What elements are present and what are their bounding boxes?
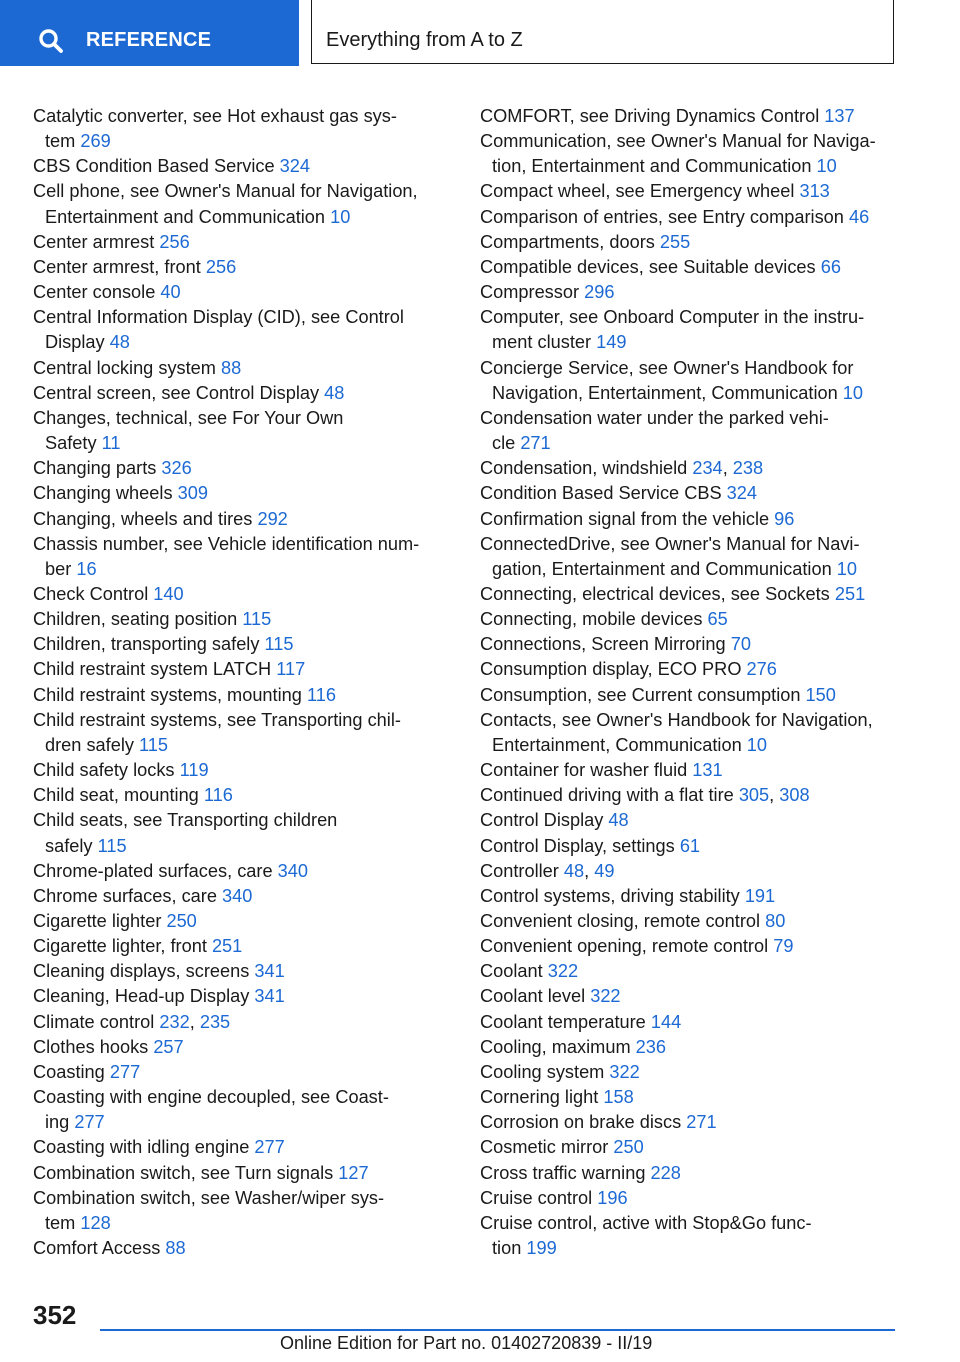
index-entry: Controller 48, 49 (480, 860, 615, 881)
entry-text: Corrosion on brake discs (480, 1112, 687, 1133)
entry-text: Coasting with idling engine (33, 1137, 255, 1158)
index-entry (480, 255, 900, 280)
page-link[interactable]: 65 (707, 609, 728, 630)
page-link[interactable]: 88 (221, 357, 242, 378)
entry-text: Coasting with engine decoupled, see Coast- (33, 1087, 389, 1108)
entry-text: Computer, see Onboard Computer in the instru- (480, 307, 865, 328)
page-link[interactable]: 256 (159, 231, 190, 252)
index-entry (480, 1161, 900, 1186)
page-link[interactable]: 116 (203, 785, 233, 806)
entry-text: Center armrest, front (33, 256, 206, 277)
index-entry (480, 305, 900, 355)
entry-text: Cruise control (480, 1187, 598, 1208)
page-link[interactable]: 324 (726, 483, 758, 504)
index-entry (33, 230, 453, 255)
index-entry (480, 607, 900, 632)
page-link[interactable]: 251 (834, 583, 866, 604)
page-link[interactable]: 277 (74, 1112, 105, 1133)
index-entry (33, 884, 453, 909)
index-entry (33, 808, 453, 858)
page-link[interactable]: 150 (805, 684, 836, 705)
entry-text: Coasting (33, 1061, 110, 1082)
entry-text: Central screen, see Control Display (33, 382, 325, 403)
entry-text: Center armrest (33, 231, 160, 252)
page-link[interactable]: 276 (746, 659, 777, 680)
entry-text: Child seats, see Transporting children (33, 810, 338, 831)
entry-text: Coolant (480, 961, 548, 982)
entry-text: Entertainment, Communication (492, 734, 747, 755)
entry-text: tion, Entertainment and Communication (492, 156, 817, 177)
index-entry (480, 507, 900, 532)
entry-text: Connecting, mobile devices (480, 609, 708, 630)
index-entry (33, 1135, 453, 1160)
index-entry: Climate control 232, 235 (33, 1011, 231, 1032)
index-entry: Continued driving with a flat tire 305, 308 (480, 785, 810, 806)
entry-text: Control Display, settings (480, 835, 680, 856)
index-entry (33, 381, 453, 406)
entry-text: safely (45, 835, 98, 856)
page-link[interactable]: 199 (526, 1238, 557, 1259)
entry-text: Compatible devices, see Suitable devices (480, 256, 821, 277)
entry-text: Safety (45, 433, 102, 454)
page-link[interactable]: 46 (848, 206, 870, 227)
page-link[interactable]: 144 (650, 1011, 682, 1032)
entry-text: Clothes hooks (33, 1036, 154, 1057)
index-entry (33, 859, 453, 884)
index-entry (480, 834, 900, 859)
entry-text: ment cluster (492, 332, 597, 353)
entry-text: Container for washer fluid (480, 760, 693, 781)
entry-text: Changing, wheels and tires (33, 508, 258, 529)
entry-text: Chrome-plated surfaces, care (33, 860, 278, 881)
index-entry (480, 356, 900, 406)
index-entry (480, 481, 900, 506)
entry-text: Convenient closing, remote control (480, 911, 766, 931)
page-link[interactable]: 191 (744, 885, 776, 906)
page-link[interactable]: 137 (824, 106, 855, 126)
page-link[interactable]: 131 (692, 760, 723, 781)
page-link[interactable]: 257 (153, 1036, 184, 1057)
page-link[interactable]: 250 (613, 1137, 644, 1158)
page-link[interactable]: 128 (80, 1212, 111, 1233)
entry-text: Cigarette lighter, front (33, 936, 212, 957)
page-link[interactable]: 296 (584, 282, 615, 303)
page-link[interactable]: 127 (338, 1162, 369, 1183)
entry-text: ber (45, 558, 77, 579)
page-link[interactable]: 10 (836, 558, 857, 579)
index-entry (480, 205, 900, 230)
entry-text: Confirmation signal from the vehicle (480, 508, 775, 529)
page-link[interactable]: 11 (101, 433, 121, 454)
entry-text: Combination switch, see Washer/wiper sys- (33, 1187, 385, 1208)
index-entry (33, 708, 453, 758)
page-link[interactable]: 88 (165, 1238, 186, 1259)
page-link[interactable]: 79 (773, 936, 794, 957)
index-entry (33, 909, 453, 934)
page-link[interactable]: 308 (779, 785, 810, 806)
index-entry (480, 632, 900, 657)
page-link[interactable]: 271 (520, 433, 551, 454)
index-column-right (480, 104, 900, 1261)
entry-text: Comparison of entries, see Entry comparison (480, 206, 849, 227)
page-link[interactable]: 277 (109, 1061, 141, 1082)
entry-text: Cleaning, Head-up Display (33, 986, 255, 1007)
page-link[interactable]: 269 (80, 131, 111, 152)
index-entry (33, 255, 453, 280)
chapter-title-tab[interactable] (311, 0, 894, 64)
index-entry (33, 1060, 453, 1085)
entry-text: Child restraint systems, see Transporting chil- (33, 709, 401, 730)
index-entry (33, 758, 453, 783)
page-link[interactable]: 251 (211, 936, 243, 957)
footer-text: Online Edition for Part no. 01402720839 - II/19 (280, 1333, 653, 1353)
entry-text: Connecting, electrical devices, see Sockets (480, 583, 835, 604)
entry-text: Continued driving with a flat tire (480, 785, 739, 806)
page-link[interactable]: 116 (306, 684, 336, 705)
index-entry (33, 632, 453, 657)
footer-divider (100, 1329, 895, 1331)
index-entry (33, 356, 453, 381)
index-entry (480, 708, 900, 758)
page-link[interactable]: 117 (276, 659, 306, 680)
page-link[interactable]: 48 (563, 860, 585, 881)
page-link[interactable]: 49 (594, 860, 615, 881)
entry-text: tem (45, 131, 81, 152)
page-link[interactable]: 235 (199, 1011, 231, 1032)
entry-text: Check Control (33, 583, 154, 604)
entry-text: dren safely (45, 734, 140, 755)
entry-text: Child seat, mounting (33, 785, 204, 806)
index-entry (33, 607, 453, 632)
entry-text: Cooling system (480, 1061, 610, 1082)
entry-text: Concierge Service, see Owner's Handbook for (480, 357, 854, 378)
page-link[interactable]: 61 (679, 835, 701, 856)
index-entry (480, 758, 900, 783)
index-entry (480, 808, 900, 833)
entry-text: Changing wheels (33, 483, 178, 504)
entry-text: Communication, see Owner's Manual for Naviga- (480, 131, 876, 152)
page-link[interactable]: 48 (324, 382, 345, 403)
index-entry (480, 909, 900, 934)
index-entry (480, 1211, 900, 1261)
reference-tab[interactable] (0, 0, 299, 66)
index-entry (480, 179, 900, 204)
entry-text: Condensation water under the parked vehi- (480, 407, 829, 428)
entry-text: Comfort Access (33, 1238, 166, 1259)
entry-text: Contacts, see Owner's Handbook for Navigation, (480, 709, 873, 730)
index-entry (33, 934, 453, 959)
entry-text: Condensation, windshield (480, 458, 693, 479)
entry-text: Coolant level (480, 986, 591, 1007)
entry-text: Compartments, doors (480, 231, 660, 252)
page-link[interactable]: 115 (97, 835, 127, 856)
page-link[interactable]: 341 (254, 961, 285, 982)
entry-text: ConnectedDrive, see Owner's Manual for Navi- (480, 533, 860, 554)
page-link[interactable]: 48 (109, 332, 130, 353)
page-link[interactable]: 341 (254, 986, 285, 1007)
index-column-left (33, 104, 453, 1261)
index-entry (33, 532, 453, 582)
entry-text: Navigation, Entertainment, Communication (492, 382, 843, 403)
entry-text: Cooling, maximum (480, 1036, 636, 1057)
index-entry (33, 481, 453, 506)
page-link[interactable]: 256 (205, 256, 237, 277)
page-link[interactable]: 322 (590, 986, 621, 1007)
page-link[interactable]: 292 (257, 508, 288, 529)
page-link[interactable]: 40 (160, 282, 181, 303)
section-label: REFERENCE (86, 29, 212, 51)
index-entry (33, 280, 453, 305)
search-icon (38, 28, 64, 54)
index-entry (33, 406, 453, 456)
page-header (0, 0, 960, 66)
index-entry (480, 1186, 900, 1211)
index-entry (33, 1035, 453, 1060)
entry-text: Display (45, 332, 110, 353)
entry-text: tion (492, 1238, 527, 1259)
index-entry (33, 657, 453, 682)
page-link[interactable]: 234 (692, 458, 723, 479)
page-link[interactable]: 10 (746, 734, 767, 755)
page-link[interactable]: 228 (650, 1162, 681, 1183)
page-link[interactable]: 309 (177, 483, 208, 504)
index-entry (480, 532, 900, 582)
index-entry (33, 683, 453, 708)
index-entry (33, 1085, 453, 1135)
entry-text: Chassis number, see Vehicle identification num- (33, 533, 420, 554)
entry-text: Changes, technical, see For Your Own (33, 407, 344, 428)
entry-text: gation, Entertainment and Communication (492, 558, 837, 579)
entry-text: Cleaning displays, screens (33, 961, 255, 982)
index-entry (33, 1161, 453, 1186)
index-entry (33, 154, 453, 179)
entry-text: Compressor (480, 282, 585, 303)
index-entry (480, 984, 900, 1009)
entry-text: COMFORT, see Driving Dynamics Control (480, 106, 825, 126)
index-entry (480, 1085, 900, 1110)
page-link[interactable]: 16 (76, 558, 97, 579)
entry-text: Control Display (480, 810, 609, 831)
page-link[interactable]: 340 (222, 885, 253, 906)
entry-text: Consumption, see Current consumption (480, 684, 806, 705)
index-entry (480, 582, 900, 607)
index-entry (480, 1135, 900, 1160)
chapter-title: Everything from A to Z (326, 29, 523, 51)
page-link[interactable]: 238 (732, 458, 764, 479)
entry-text: Consumption display, ECO PRO (480, 659, 747, 680)
index-entry (33, 456, 453, 481)
index-entry (33, 507, 453, 532)
entry-text: Children, seating position (33, 609, 243, 630)
entry-text: Controller (480, 860, 564, 881)
entry-text: Cigarette lighter (33, 911, 167, 931)
page-link[interactable]: 149 (596, 332, 627, 353)
entry-text: Cosmetic mirror (480, 1137, 614, 1158)
page-link[interactable]: 277 (254, 1137, 285, 1158)
page-link[interactable]: 271 (686, 1112, 717, 1133)
entry-text: Coolant temperature (480, 1011, 651, 1032)
index-entry (33, 984, 453, 1009)
entry-text: Control systems, driving stability (480, 885, 745, 906)
page-link[interactable]: 236 (635, 1036, 667, 1057)
index-entry (480, 1010, 900, 1035)
index-entry (480, 406, 900, 456)
page-link[interactable]: 115 (242, 609, 272, 630)
page-link[interactable]: 196 (597, 1187, 628, 1208)
entry-text: Catalytic converter, see Hot exhaust gas sys- (33, 106, 397, 126)
entry-text: Chrome surfaces, care (33, 885, 223, 906)
index-entry (480, 1110, 900, 1135)
index-entry (33, 305, 453, 355)
entry-text: Climate control (33, 1011, 160, 1032)
page-link[interactable]: 10 (816, 156, 837, 177)
entry-text: Child restraint system LATCH (33, 659, 277, 680)
index-entry (33, 1186, 453, 1236)
index-entry (480, 129, 900, 179)
index-entry (480, 230, 900, 255)
page-link[interactable]: 119 (179, 760, 209, 781)
index-entry (480, 1060, 900, 1085)
entry-text: Central Information Display (CID), see Control (33, 307, 404, 328)
page-link[interactable]: 140 (153, 583, 184, 604)
entry-text: Combination switch, see Turn signals (33, 1162, 339, 1183)
index-entry (480, 1035, 900, 1060)
entry-text: Condition Based Service CBS (480, 483, 727, 504)
page-link[interactable]: 66 (820, 256, 841, 277)
entry-text: Child safety locks (33, 760, 180, 781)
index-entry (33, 959, 453, 984)
index-entry (33, 783, 453, 808)
index-entry (33, 179, 453, 229)
index-entry (480, 657, 900, 682)
page-link[interactable]: 158 (603, 1087, 634, 1108)
page-link[interactable]: 305 (738, 785, 770, 806)
entry-text: CBS Condition Based Service (33, 156, 280, 177)
index-entry (33, 1236, 453, 1261)
page-link[interactable]: 48 (608, 810, 629, 831)
page-link[interactable]: 313 (799, 181, 830, 202)
index-entry (480, 280, 900, 305)
entry-text: Connections, Screen Mirroring (480, 634, 731, 655)
entry-text: Center console (33, 282, 161, 303)
entry-text: tem (45, 1212, 81, 1233)
index-entry (480, 683, 900, 708)
entry-text: ing (45, 1112, 75, 1133)
index-entry (33, 104, 453, 154)
page-link[interactable]: 255 (659, 231, 691, 252)
page-number: 352 (33, 1300, 77, 1330)
entry-text: Cornering light (480, 1087, 604, 1108)
index-entry (480, 104, 900, 129)
page-link[interactable]: 232 (159, 1011, 190, 1032)
entry-text: Compact wheel, see Emergency wheel (480, 181, 800, 202)
page-link[interactable]: 70 (730, 634, 751, 655)
index-entry (480, 959, 900, 984)
page-link[interactable]: 324 (279, 156, 311, 177)
entry-text: Cell phone, see Owner's Manual for Navigation, (33, 181, 418, 202)
page-link[interactable]: 250 (166, 911, 197, 931)
page-link[interactable]: 322 (547, 961, 579, 982)
page-link[interactable]: 80 (765, 911, 786, 931)
page-link[interactable]: 10 (842, 382, 864, 403)
page-link[interactable]: 326 (161, 458, 192, 479)
page-link[interactable]: 10 (330, 206, 351, 227)
entry-text: Cruise control, active with Stop&Go func- (480, 1212, 812, 1233)
page-link[interactable]: 96 (774, 508, 795, 529)
entry-text: Children, transporting safely (33, 634, 265, 655)
entry-text: Cross traffic warning (480, 1162, 651, 1183)
page-link[interactable]: 115 (139, 734, 169, 755)
entry-text: Changing parts (33, 458, 162, 479)
entry-text: cle (492, 433, 521, 454)
page-link[interactable]: 115 (264, 634, 294, 655)
index-entry (480, 884, 900, 909)
entry-text: Child restraint systems, mounting (33, 684, 307, 705)
entry-text: Central locking system (33, 357, 222, 378)
index-entry (33, 582, 453, 607)
index-entry: Condensation, windshield 234, 238 (480, 458, 764, 479)
page-link[interactable]: 322 (609, 1061, 640, 1082)
page-link[interactable]: 340 (277, 860, 308, 881)
entry-text: Convenient opening, remote control (480, 936, 774, 957)
index-entry (480, 934, 900, 959)
entry-text: Entertainment and Communication (45, 206, 331, 227)
